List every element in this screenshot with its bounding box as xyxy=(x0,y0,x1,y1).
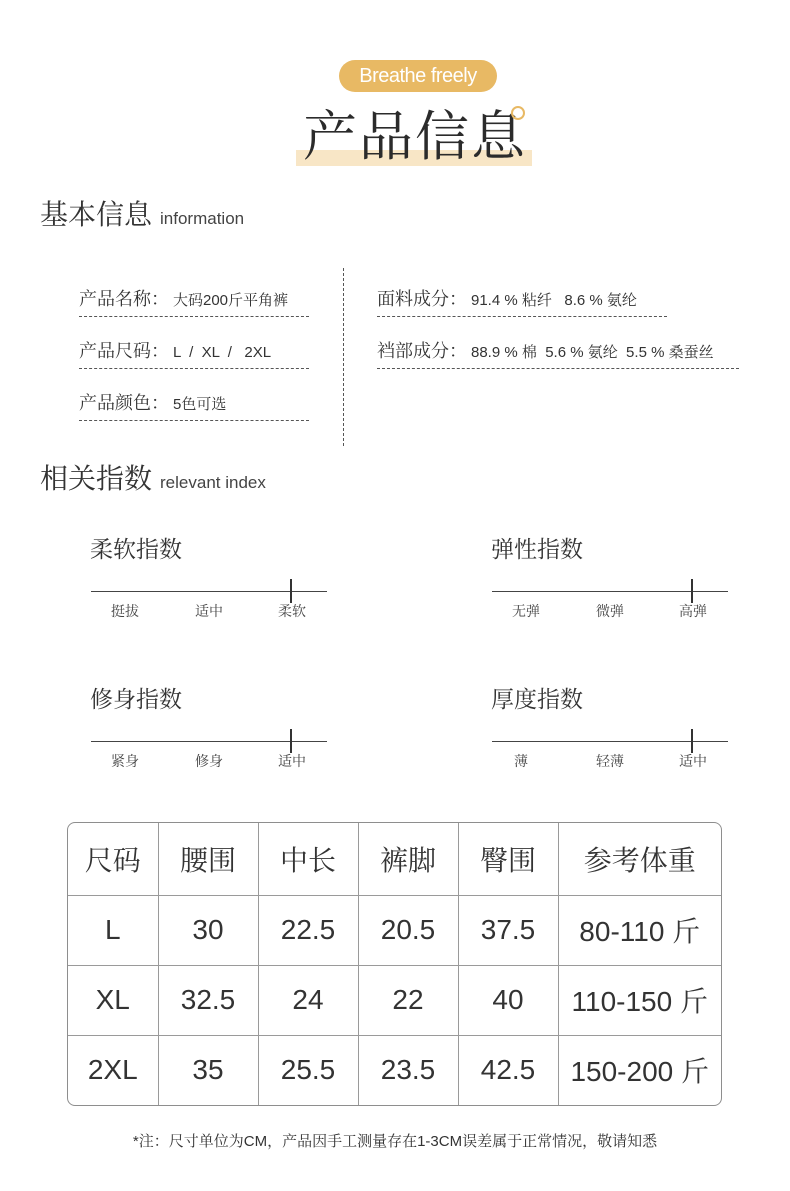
info-label: 产品颜色： xyxy=(79,393,169,413)
table-cell: 20.5 xyxy=(358,895,458,965)
table-header-row xyxy=(68,823,721,895)
slim-scale-label: 适中 xyxy=(278,753,306,769)
basic-info-heading-en: information xyxy=(160,209,245,228)
elasticity-scale-marker xyxy=(691,579,693,603)
softness-scale-label: 挺拔 xyxy=(111,603,139,619)
table-header-cell: 腰围 xyxy=(158,823,258,895)
info-row-name xyxy=(79,284,309,317)
elasticity-index-title: 弹性指数 xyxy=(491,536,583,562)
table-cell: 30 xyxy=(158,895,258,965)
elasticity-scale-label: 微弹 xyxy=(596,603,624,619)
info-value: 88.9 % 棉 5.6 % 氨纶 5.5 % 桑蚕丝 xyxy=(471,344,714,361)
related-index-heading-en: relevant index xyxy=(160,473,266,492)
info-label: 裆部成分： xyxy=(377,341,467,361)
table-header-cell: 裤脚 xyxy=(358,823,458,895)
table-cell: 2XL xyxy=(68,1035,158,1105)
slim-scale-label: 紧身 xyxy=(111,753,139,769)
softness-index-title: 柔软指数 xyxy=(90,536,182,562)
table-cell: 110-150 斤 xyxy=(558,965,721,1035)
info-value: L / XL / 2XL xyxy=(173,344,272,361)
table-row xyxy=(68,1035,721,1105)
table-header-cell: 参考体重 xyxy=(558,823,721,895)
info-value: 大码200斤平角裤 xyxy=(173,292,289,309)
info-label: 产品尺码： xyxy=(79,341,169,361)
table-cell: 32.5 xyxy=(158,965,258,1035)
table-header-cell: 中长 xyxy=(258,823,358,895)
table-cell: 35 xyxy=(158,1035,258,1105)
size-table-grid xyxy=(68,823,721,1105)
basic-info-heading xyxy=(40,198,244,236)
table-header-cell: 臀围 xyxy=(458,823,558,895)
table-cell: 25.5 xyxy=(258,1035,358,1105)
table-cell: 23.5 xyxy=(358,1035,458,1105)
softness-scale-label: 柔软 xyxy=(278,603,306,619)
page-title: 产品信息 xyxy=(303,107,527,167)
slim-scale-marker xyxy=(290,729,292,753)
info-row-size xyxy=(79,336,309,369)
info-row-fabric xyxy=(377,284,667,317)
table-header-cell: 尺码 xyxy=(68,823,158,895)
info-row-color xyxy=(79,388,309,421)
slim-index-title: 修身指数 xyxy=(90,686,182,712)
measurement-note: *注：尺寸单位为CM，产品因手工测量存在1-3CM误差属于正常情况，敬请知悉 xyxy=(132,1133,658,1150)
table-cell: L xyxy=(68,895,158,965)
related-index-heading xyxy=(40,462,266,500)
related-index-heading-cn: 相关指数 xyxy=(40,463,153,494)
info-label: 面料成分： xyxy=(377,289,467,309)
info-row-crotch xyxy=(377,336,739,369)
table-row xyxy=(68,895,721,965)
info-value: 5色可选 xyxy=(173,396,227,413)
elasticity-scale-label: 无弹 xyxy=(512,603,540,619)
basic-info-heading-cn: 基本信息 xyxy=(40,199,153,230)
info-divider xyxy=(343,268,344,446)
softness-scale-marker xyxy=(290,579,292,603)
table-cell: XL xyxy=(68,965,158,1035)
table-cell: 24 xyxy=(258,965,358,1035)
table-cell: 22.5 xyxy=(258,895,358,965)
thickness-scale-label: 轻薄 xyxy=(596,753,624,769)
table-cell: 42.5 xyxy=(458,1035,558,1105)
thickness-index-title: 厚度指数 xyxy=(491,686,583,712)
thickness-scale-label: 适中 xyxy=(679,753,707,769)
table-cell: 22 xyxy=(358,965,458,1035)
elasticity-scale-label: 高弹 xyxy=(679,603,707,619)
thickness-scale-label: 薄 xyxy=(514,753,528,769)
breathe-freely-badge: Breathe freely xyxy=(339,60,497,92)
info-label: 产品名称： xyxy=(79,289,169,309)
info-value: 91.4 % 粘纤 8.6 % 氨纶 xyxy=(471,292,637,309)
thickness-scale-marker xyxy=(691,729,693,753)
table-cell: 40 xyxy=(458,965,558,1035)
softness-scale-label: 适中 xyxy=(195,603,223,619)
table-cell: 80-110 斤 xyxy=(558,895,721,965)
table-cell: 37.5 xyxy=(458,895,558,965)
size-table xyxy=(67,822,722,1106)
decorative-circle-icon xyxy=(511,106,525,120)
table-cell: 150-200 斤 xyxy=(570,1056,710,1088)
table-row xyxy=(68,965,721,1035)
slim-scale-label: 修身 xyxy=(195,753,223,769)
